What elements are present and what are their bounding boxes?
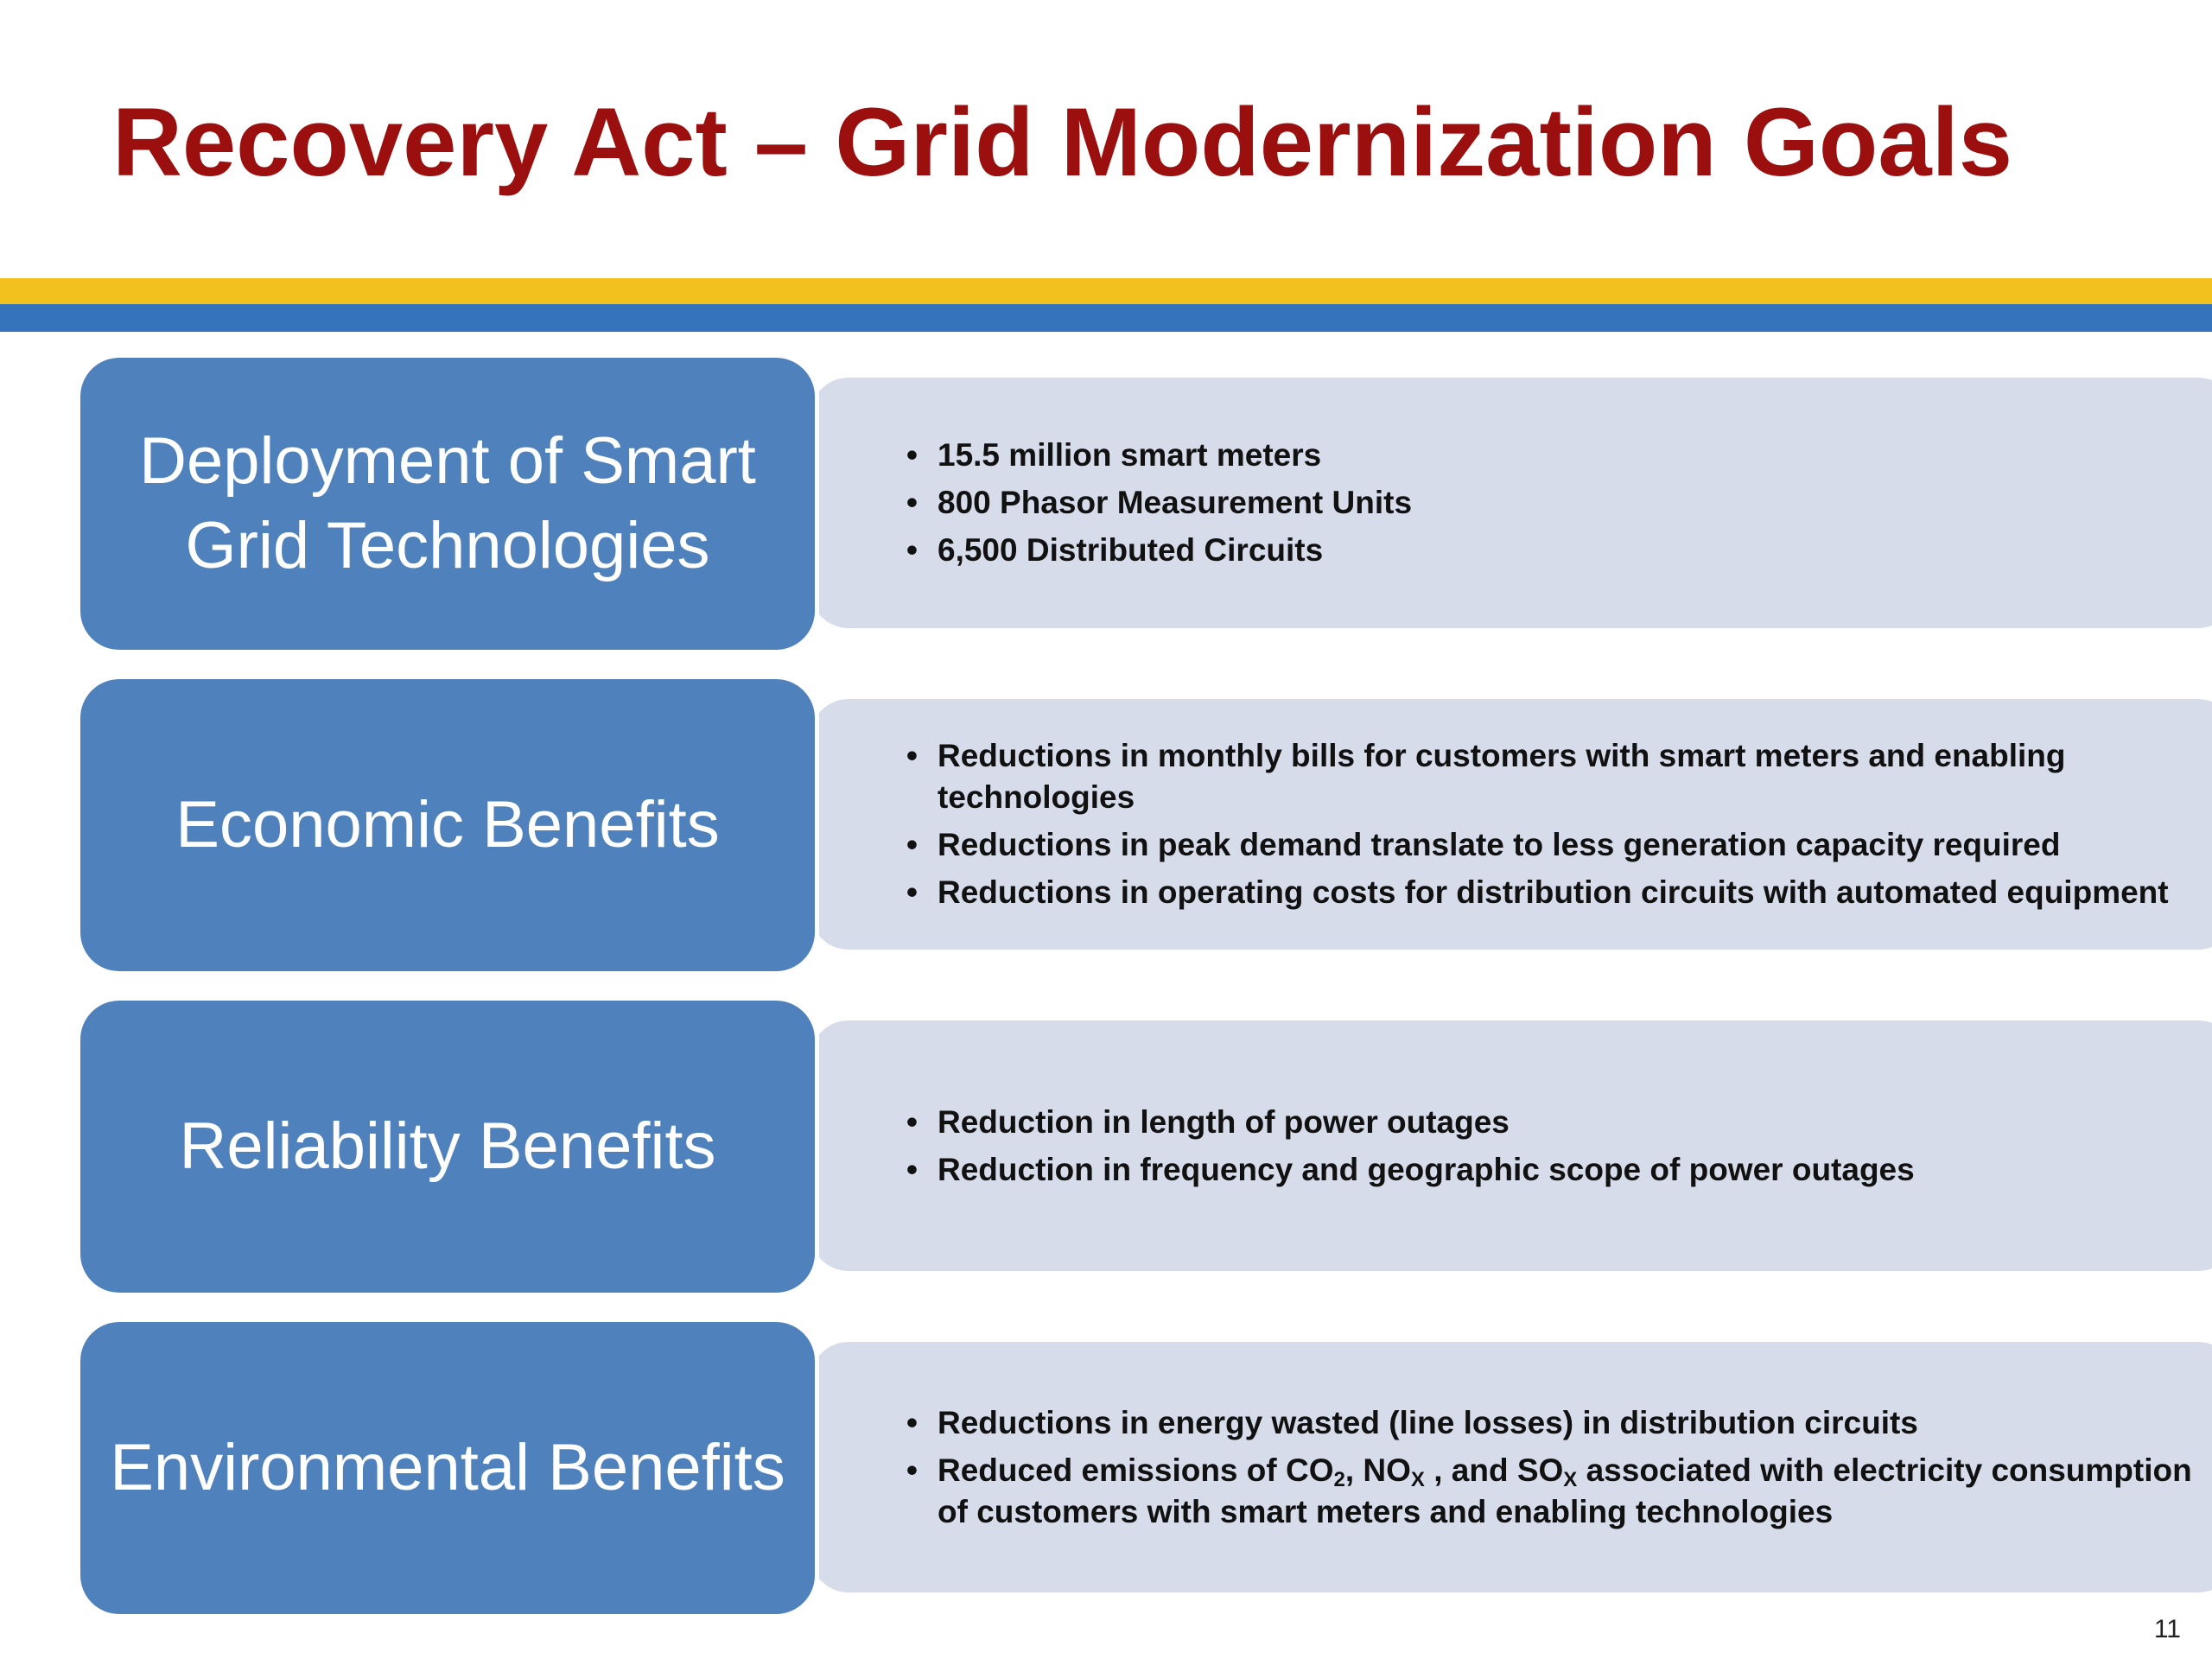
section-label-box-reliability <box>76 996 819 1297</box>
bullet-list <box>910 1402 2193 1533</box>
bullet-list <box>910 1102 2193 1191</box>
section-row-deployment <box>76 353 2160 654</box>
emissions-text-after: associated with electricity consumption of customers with smart meters and enabling technologies <box>938 1452 2192 1529</box>
emissions-text-co: Reduced emissions of CO <box>938 1452 1334 1488</box>
section-details-reliability <box>810 1020 2212 1271</box>
bullet-item: • Reduction in length of power outages <box>910 1102 2193 1143</box>
section-row-economic <box>76 675 2169 976</box>
bullet-list <box>910 435 2193 571</box>
section-label-box-environmental <box>76 1318 819 1618</box>
emissions-text-no: , NO <box>1344 1452 1411 1488</box>
section-label: Environmental Benefits <box>110 1431 785 1504</box>
section-label-box-economic <box>76 675 819 976</box>
section-row-environmental <box>76 1318 2192 1618</box>
section-label: Deployment of Smart Grid Technologies <box>139 424 756 582</box>
bullet-item: • Reductions in peak demand translate to less generation capacity required <box>910 824 2193 866</box>
section-label: Reliability Benefits <box>179 1109 716 1183</box>
section-label-box-deployment <box>76 353 819 654</box>
bullet-item-emissions <box>910 1450 2193 1533</box>
bullet-list <box>910 735 2193 913</box>
bullet-item: • 800 Phasor Measurement Units <box>910 482 2193 524</box>
header-stripe-yellow <box>0 278 2212 304</box>
bullet-item: • 15.5 million smart meters <box>910 435 2193 476</box>
section-details-economic <box>810 699 2212 950</box>
header-stripe-blue <box>0 304 2212 332</box>
bullet-item: • Reductions in monthly bills for customers with smart meters and enabling technologies <box>910 735 2193 818</box>
bullet-item: • Reductions in operating costs for distribution circuits with automated equipment <box>910 872 2193 913</box>
emissions-text-so: , and SO <box>1424 1452 1564 1488</box>
slide-title: Recovery Act – Grid Modernization Goals <box>112 88 2013 196</box>
no-subscript: X <box>1410 1467 1425 1491</box>
section-details-deployment <box>810 378 2212 628</box>
page-number: 11 <box>2153 1615 2181 1643</box>
section-row-reliability <box>76 996 2160 1297</box>
section-label: Economic Benefits <box>175 788 720 861</box>
section-details-environmental <box>810 1342 2212 1592</box>
bullet-item: • 6,500 Distributed Circuits <box>910 530 2193 571</box>
bullet-item: • Reductions in energy wasted (line losses) in distribution circuits <box>910 1402 2193 1444</box>
bullet-item: • Reduction in frequency and geographic scope of power outages <box>910 1149 2193 1191</box>
co-subscript: 2 <box>1333 1467 1345 1491</box>
so-subscript: X <box>1563 1467 1578 1491</box>
